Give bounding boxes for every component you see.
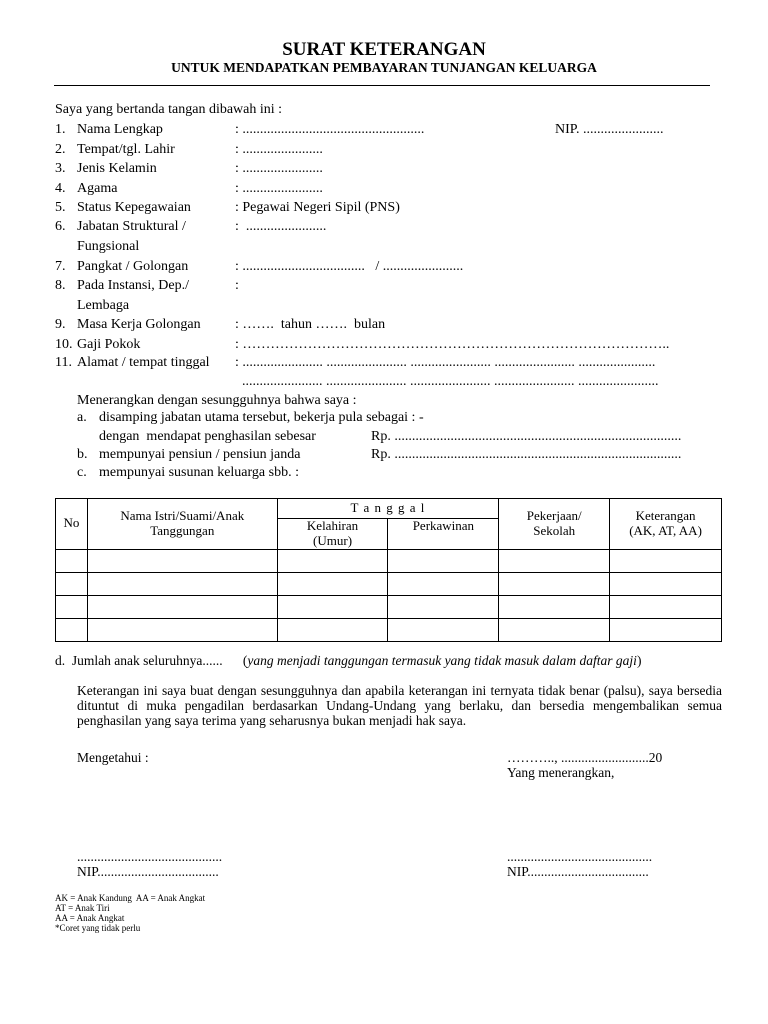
item-marker: c. [77,465,87,480]
field-label: Agama [77,181,118,196]
item-b-text: mempunyai pensiun / pensiun janda [99,447,301,462]
field-number: 6. [55,219,66,234]
table-cell [610,572,722,595]
field-label: Nama Lengkap [77,122,163,137]
table-cell [610,595,722,618]
header-name-line1: Nama Istri/Suami/Anak [120,508,245,523]
header-keterangan-line1: Keterangan [635,508,696,523]
signature-line-left: ........................................... [77,849,223,864]
field-number: 8. [55,278,66,293]
table-row [56,595,722,618]
footnote: AA = Anak Angkat [55,913,125,923]
table-cell [87,595,277,618]
declaration-heading: Menerangkan dengan sesungguhnya bahwa saya : [77,393,357,408]
header-keterangan [610,499,722,550]
table-cell [56,595,88,618]
field-number: 1. [55,122,66,137]
table-cell [610,549,722,572]
header-perkawinan: Perkawinan [388,519,499,550]
field-number: 2. [55,142,66,157]
header-rule [54,85,710,86]
field-value: : ....................... [235,161,323,176]
document-title: SURAT KETERANGAN [282,39,486,60]
header-kelahiran-line2: (Umur) [313,532,353,548]
table-cell [499,595,610,618]
table-cell [87,618,277,641]
item-d [55,654,641,668]
item-marker: d. [55,653,66,668]
field-label: Status Kepegawaian [77,200,191,215]
table-cell [56,572,88,595]
field-value: : ....................... [235,181,323,196]
field-label: Jenis Kelamin [77,161,157,176]
table-cell [499,572,610,595]
table-cell [277,549,388,572]
field-value-name: : .................................................... [235,122,425,137]
field-value: : ……………………………………………………………………………….. [235,337,670,352]
footnote: AT = Anak Tiri [55,903,110,913]
field-label: Pada Instansi, Dep./ [77,278,189,293]
table-row [56,549,722,572]
field-number: 11. [55,355,72,370]
table-cell [277,595,388,618]
item-d-note: yang menjadi tanggungan termasuk yang tidak masuk dalam daftar gaji [247,653,637,668]
field-value: : ....................... [235,142,323,157]
item-a-rp: Rp. .................................................................................. [371,429,682,444]
table-cell [499,618,610,641]
nip-left: NIP.................................... [77,864,219,879]
field-label-cont: Fungsional [77,239,140,254]
header-tanggal: T a n g g a l [277,499,499,519]
field-label: Pangkat / Golongan [77,259,189,274]
family-table [55,498,722,642]
field-number: 5. [55,200,66,215]
field-value: : ................................... / ....................... [235,259,464,274]
nip-field: NIP. ....................... [555,122,664,137]
nip-right: NIP.................................... [507,864,649,879]
table-cell [388,572,499,595]
header-no: No [56,499,88,550]
header-pekerjaan-line1: Pekerjaan/ [526,508,582,523]
item-b-rp: Rp. .................................................................................. [371,447,682,462]
acknowledged-label: Mengetahui : [77,750,149,765]
table-cell [610,618,722,641]
field-number: 10. [55,337,73,352]
signature-line-right: ........................................... [507,849,653,864]
field-label: Gaji Pokok [77,337,141,352]
item-a-income: dengan mendapat penghasilan sebesar [99,429,316,444]
document-subtitle: UNTUK MENDAPATKAN PEMBAYARAN TUNJANGAN KELUARGA [171,60,597,75]
field-number: 9. [55,317,66,332]
table-cell [87,549,277,572]
intro-text: Saya yang bertanda tangan dibawah ini : [55,102,283,117]
table-cell [388,618,499,641]
header-name [87,499,277,550]
field-value-cont: ....................... ....................... ....................... ....................... ....................... [235,374,659,389]
item-marker: a. [77,410,87,425]
item-d-text: Jumlah anak seluruhnya...... [71,653,223,668]
header-kelahiran-line1: Kelahiran [306,518,359,533]
item-marker: b. [77,447,88,462]
field-value: : ....................... ....................... ....................... ....................... ...................... [235,355,656,370]
header-pekerjaan [499,499,610,550]
table-cell [388,549,499,572]
footnote: *Coret yang tidak perlu [55,923,141,933]
item-a-text: disamping jabatan utama tersebut, bekerja pula sebagai : - [99,410,424,425]
date-line: ……….., ..........................20 [507,750,663,765]
table-cell [277,572,388,595]
table-row [56,572,722,595]
declarant-label: Yang menerangkan, [507,765,615,780]
header-kelahiran [277,519,388,550]
item-d-open: ( [242,653,248,668]
table-cell [87,572,277,595]
field-value: : ....................... [235,219,327,234]
item-c-text: mempunyai susunan keluarga sbb. : [99,465,299,480]
footnote: AK = Anak Kandung AA = Anak Angkat [55,893,206,903]
field-label: Jabatan Struktural / [77,219,186,234]
field-label: Alamat / tempat tinggal [77,355,210,370]
field-label-cont: Lembaga [77,298,130,313]
field-number: 7. [55,259,66,274]
field-label: Masa Kerja Golongan [77,317,201,332]
table-row [56,618,722,641]
field-value: : [235,278,239,293]
table-cell [56,618,88,641]
table-cell [277,618,388,641]
field-value: : ……. tahun ……. bulan [235,317,386,332]
item-d-close: ) [636,653,642,668]
table-cell [56,549,88,572]
table-cell [499,549,610,572]
field-value: : Pegawai Negeri Sipil (PNS) [235,200,400,215]
field-label: Tempat/tgl. Lahir [77,142,175,157]
table-cell [388,595,499,618]
header-keterangan-line2: (AK, AT, AA) [629,522,702,538]
field-number: 4. [55,181,66,196]
field-number: 3. [55,161,66,176]
header-pekerjaan-line2: Sekolah [533,522,576,538]
statement-paragraph: Keterangan ini saya buat dengan sesungguhnya dan apabila keterangan ini ternyata tidak benar (palsu), saya bersedia dituntut di muka pengadilan berdasarkan Undang-Undang yang berlaku, dan bersedia mengembalikan semua penghasilan yang saya terima yang seharusnya bukan menjadi hak saya. [77,683,722,728]
header-name-line2: Tanggungan [150,522,215,538]
